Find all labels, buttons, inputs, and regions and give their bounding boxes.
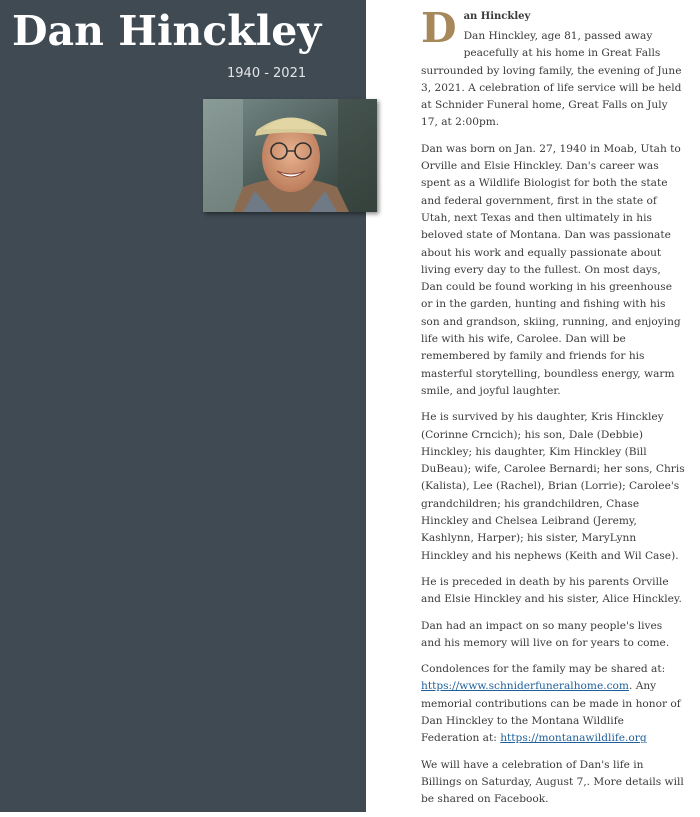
funeral-home-link[interactable]: https://www.schniderfuneralhome.com [421, 680, 629, 693]
obituary-content [421, 4, 685, 817]
paragraph-6 [421, 661, 685, 747]
portrait-image [203, 99, 377, 212]
dropcap-letter: D [421, 4, 457, 52]
condolences-text: Condolences for the family may be shared at: [421, 663, 666, 676]
paragraph-1: Dan Hinckley, age 81, passed away peacefully at his home in Great Falls surrounded by loving family, the evening of June 3, 2021. A celebration of life service will be held at Schnider Funeral home, Great Falls on July 17, at 2:00pm. [421, 30, 682, 129]
deceased-name: Dan Hinckley [12, 7, 322, 55]
life-years: 1940 - 2021 [227, 66, 307, 81]
lead-paragraph [421, 4, 685, 132]
obituary-heading: an Hinckley [463, 11, 531, 22]
paragraph-5: Dan had an impact on so many people's lives and his memory will live on for years to come. [421, 619, 670, 649]
paragraph-4: He is preceded in death by his parents Orville and Elsie Hinckley and his sister, Alice Hinckley. [421, 575, 682, 606]
paragraph-3: He is survived by his daughter, Kris Hinckley (Corinne Crncich); his son, Dale (Debbie) Hinckley; his daughter, Kim Hinckley (Bill DuBeau); wife, Carolee Bernardi; her sons, Chris (Kalista), Lee (Rachel), Brian (Lorrie); Carolee's grandchildren; his grandchildren, Chase Hinckley and Chelsea Leibrand (Jeremy, Kashlynn, Harper); his sister, MaryLynn Hinckley and his nephews (Keith and Wil Case). [421, 411, 685, 562]
paragraph-7: We will have a celebration of Dan's life in Billings on Saturday, August 7,. More details will be shared on Facebook. [421, 758, 684, 806]
wildlife-federation-link[interactable]: https://montanawildlife.org [500, 732, 647, 745]
paragraph-2: Dan was born on Jan. 27, 1940 in Moab, Utah to Orville and Elsie Hinckley. Dan's career was spent as a Wildlife Biologist for both the state and federal government, first in the state of Utah, next Texas and then ultimately in his beloved state of Montana. Dan was passionate about his work and equally passionate about living every day to the fullest. On most days, Dan could be found working in his greenhouse or in the garden, hunting and fishing with his son and grandson, skiing, running, and enjoying life with his wife, Carolee. Dan will be remembered by family and friends for his masterful storytelling, boundless energy, warm smile, and joyful laughter. [421, 142, 681, 397]
portrait-photo [203, 99, 377, 212]
memorial-text: . Any memorial contributions can be made in honor of Dan Hinckley to the Montana Wildlife Federation at: [421, 680, 681, 745]
